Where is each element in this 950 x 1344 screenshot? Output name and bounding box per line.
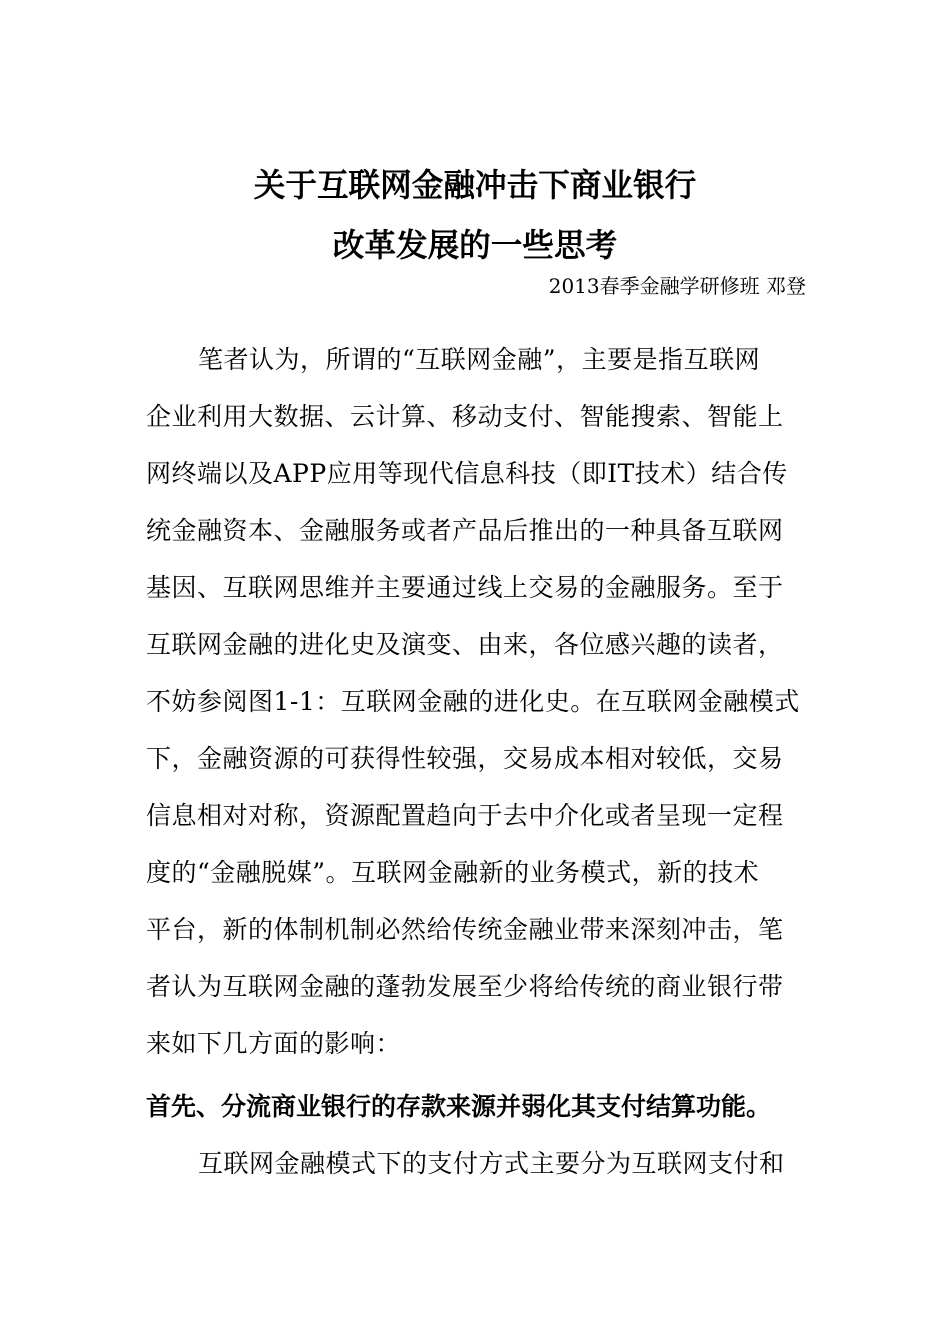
paragraph-line: 笔者认为，所谓的“互联网金融”，主要是指互联网 bbox=[198, 345, 761, 374]
paragraph-line: 网终端以及APP应用等现代信息科技（即IT技术）结合传 bbox=[146, 459, 788, 488]
section-heading: 首先、分流商业银行的存款来源并弱化其支付结算功能。 bbox=[146, 1092, 772, 1121]
paragraph-line: 平台，新的体制机制必然给传统金融业带来深刻冲击，笔 bbox=[146, 915, 784, 944]
paragraph-line: 来如下几方面的影响： bbox=[146, 1029, 402, 1058]
document-title-line-2: 改革发展的一些思考 bbox=[332, 228, 618, 264]
paragraph-line: 统金融资本、金融服务或者产品后推出的一种具备互联网 bbox=[146, 516, 784, 545]
paragraph-line: 者认为互联网金融的蓬勃发展至少将给传统的商业银行带 bbox=[146, 972, 784, 1001]
document-title-line-1: 关于互联网金融冲击下商业银行 bbox=[253, 168, 697, 204]
paragraph-line: 互联网金融的进化史及演变、由来，各位感兴趣的读者， bbox=[146, 630, 784, 659]
paragraph-line: 互联网金融模式下的支付方式主要分为互联网支付和 bbox=[198, 1149, 785, 1178]
paragraph-line: 度的“金融脱媒”。互联网金融新的业务模式，新的技术 bbox=[146, 858, 760, 887]
paragraph-line: 信息相对对称，资源配置趋向于去中介化或者呈现一定程 bbox=[146, 801, 784, 830]
paragraph-line: 企业利用大数据、云计算、移动支付、智能搜索、智能上 bbox=[146, 402, 784, 431]
paragraph-line: 不妨参阅图1-1：互联网金融的进化史。在互联网金融模式 bbox=[146, 687, 800, 716]
paragraph-line: 基因、互联网思维并主要通过线上交易的金融服务。至于 bbox=[146, 573, 784, 602]
paragraph-line: 下，金融资源的可获得性较强，交易成本相对较低，交易 bbox=[146, 744, 784, 773]
author-byline: 2013春季金融学研修班 邓登 bbox=[548, 274, 806, 298]
